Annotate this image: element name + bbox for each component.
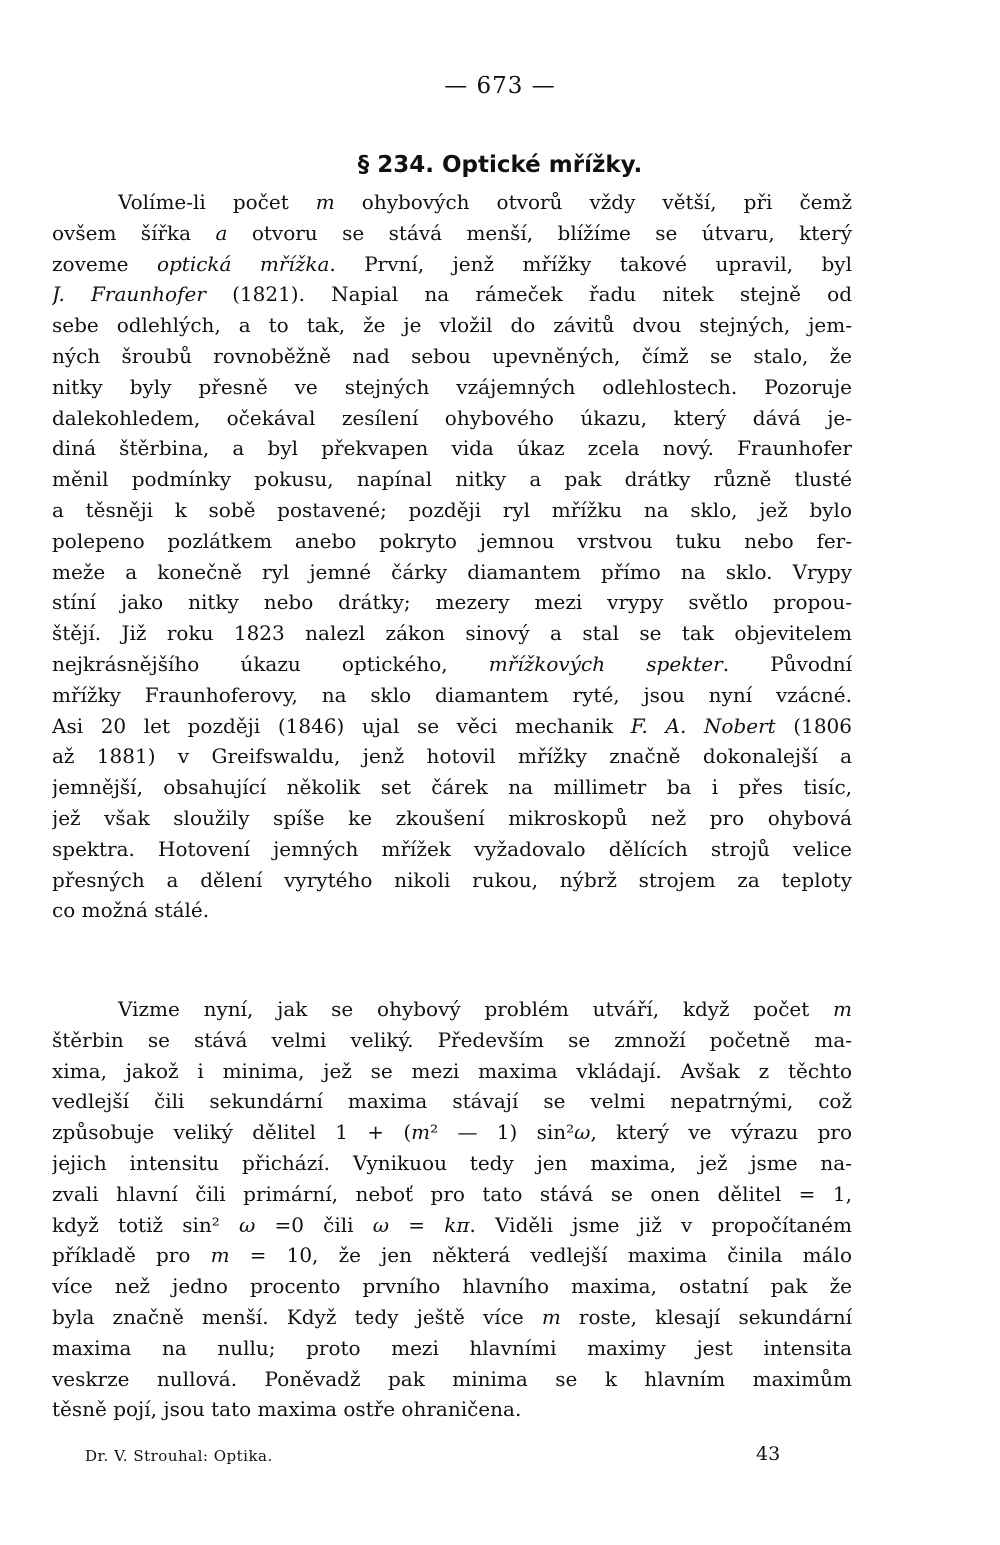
italic-text: F. A. Nobert [630,713,776,738]
text-run: měnil podmínky pokusu, napínal nitky a pak drátky různě tlusté [52,467,852,492]
text-run: způsobuje veliký dělitel 1 + ( [52,1120,412,1145]
text-run: . První, jenž mřížky takové upravil, byl [329,251,852,276]
text-line [52,557,852,588]
text-line [52,1240,852,1271]
text-run: více než jedno procento prvního hlavního maxima, ostatní pak že [52,1274,852,1299]
italic-text: m [315,190,335,214]
text-run: meže a konečně ryl jemné čárky diamantem přímo na sklo. Vrypy [52,559,852,584]
text-run: zoveme [52,251,157,276]
text-line [52,1056,852,1087]
text-run: vedlejší čili sekundární maxima stávají se velmi nepatrnými, což [52,1089,852,1114]
text-run: diná štěrbina, a byl překvapen vida úkaz zcela nový. Fraunhofer [52,436,852,461]
text-line [52,1302,852,1333]
text-line [52,433,852,464]
text-run: = 10, že jen některá vedlejší maxima činila málo [229,1243,852,1268]
text-line [52,1086,852,1117]
text-line [52,1148,852,1179]
text-run: . Původní [722,651,852,676]
italic-text: a [215,220,228,245]
text-run: těsně pojí, jsou tato maxima ostře ohraničena. [52,1397,522,1422]
text-line [52,803,852,834]
text-line [52,249,852,280]
text-line [52,279,852,310]
text-line [52,865,852,896]
text-run: co možná stálé. [52,898,210,923]
text-run: . Viděli jsme již v propočítaném [469,1212,852,1237]
text-line [52,711,852,742]
page-number: — 673 — [444,73,556,99]
text-run: polepeno pozlátkem anebo pokryto jemnou vrstvou tuku nebo fer- [52,528,852,553]
text-run: (1806 [775,713,852,738]
text-run: mřížky Fraunhoferovy, na sklo diamantem ryté, jsou nyní vzácné. [52,682,852,707]
italic-text: m [833,997,852,1021]
text-run: jemnější, obsahující několik set čárek na millimetr ba i přes tisíc, [52,775,852,800]
text-run: veskrze nullová. Poněvadž pak minima se k hlavním maximům [52,1366,852,1391]
section-title: § 234. Optické mřížky. [357,152,643,178]
italic-text: ω [372,1212,390,1237]
text-run: spektra. Hotovení jemných mřížek vyžadovalo dělících strojů velice [52,836,852,861]
text-run: xima, jakož i minima, jež se mezi maxima vkládají. Avšak z těchto [52,1058,852,1083]
text-run: přesných a dělení vyrytého nikoli rukou, nýbrž strojem za teploty [52,867,852,892]
text-line [52,464,852,495]
text-line [52,310,852,341]
paragraph-grating-history [52,187,852,926]
text-run: =0 čili [255,1212,373,1237]
text-run: Asi 20 let později (1846) ujal se věci mechanik [52,713,631,738]
text-run: = [389,1212,445,1237]
italic-text: m [411,1120,431,1145]
text-run: ohybových otvorů vždy větší, při čemž [334,190,852,214]
text-run: jež však sloužily spíše ke zkoušení mikroskopů než pro ohybová [52,805,852,830]
text-run: sebe odlehlých, a to tak, že je vložil do závitů dvou stejných, jem- [52,313,852,338]
text-run: příkladě pro [52,1243,211,1268]
italic-text: mřížkových spekter [488,651,723,676]
text-line [52,649,852,680]
italic-text: kπ [444,1212,470,1237]
text-line [52,680,852,711]
text-run: , který ve výrazu pro [590,1120,852,1145]
text-line [52,895,852,926]
text-line [52,403,852,434]
text-run: Volíme-li počet [118,190,316,214]
text-line [52,618,852,649]
text-run: stíní jako nitky nebo drátky; mezery mezi vrypy světlo propou- [52,590,852,615]
text-run: štějí. Již roku 1823 nalezl zákon sinový a stal se tak objevitelem [52,621,852,646]
text-line [52,587,852,618]
text-run: roste, klesají sekundární [560,1304,852,1329]
text-run: jejich intensitu přichází. Vynikuou tedy jen maxima, jež jsme na- [52,1150,852,1175]
text-line [52,341,852,372]
text-line [52,1210,852,1241]
text-line [52,1271,852,1302]
text-run: zvali hlavní čili primární, neboť pro tato stává se onen dělitel = 1, [52,1181,852,1206]
text-run: a těsněji k sobě postavené; později ryl mřížku na sklo, jež bylo [52,497,852,522]
text-run: (1821). Napial na rámeček řadu nitek stejně od [205,282,852,307]
text-line [52,1333,852,1364]
italic-text: optická mřížka [156,251,330,276]
text-run: ovšem šířka [52,220,216,245]
text-line [52,1364,852,1395]
text-run: když totiž sin² [52,1212,239,1237]
text-line [52,772,852,803]
footer-signature-mark: 43 [756,1443,781,1465]
italic-text: ω [238,1212,256,1237]
text-line [52,834,852,865]
text-run: ² — 1) sin² [430,1120,575,1145]
text-line [52,187,852,218]
text-line [52,218,852,249]
italic-text: m [541,1304,561,1329]
text-line [52,1394,852,1425]
italic-text: m [210,1243,230,1268]
text-run: otvoru se stává menší, blížíme se útvaru, který [227,220,852,245]
text-run: byla značně menší. Když tedy ještě více [52,1304,542,1329]
text-run: štěrbin se stává velmi veliký. Především se zmnoží početně ma- [52,1027,852,1052]
text-run: maxima na nullu; proto mezi hlavními maximy jest intensita [52,1335,852,1360]
text-line [52,372,852,403]
text-run: dalekohledem, očekával zesílení ohybového úkazu, který dává je- [52,405,852,430]
text-line [52,526,852,557]
italic-text: ω [574,1120,591,1145]
text-run: nitky byly přesně ve stejných vzájemných odlehlostech. Pozoruje [52,374,852,399]
italic-text: J. Fraunhofer [52,282,206,307]
text-run: Vizme nyní, jak se ohybový problém utváří, když počet [118,997,834,1021]
text-run: až 1881) v Greifswaldu, jenž hotovil mřížky značně dokonalejší a [52,744,852,769]
text-run: nejkrásnějšího úkazu optického, [52,651,489,676]
text-line [52,495,852,526]
text-run: ných šroubů rovnoběžně nad sebou upevněných, čímž se stalo, že [52,343,852,368]
paragraph-grating-theory [52,994,852,1425]
text-line [52,741,852,772]
text-line [52,1117,852,1148]
text-line [52,1179,852,1210]
text-line [52,1025,852,1056]
text-line [52,994,852,1025]
footer-source: Dr. V. Strouhal: Optika. [85,1447,273,1465]
